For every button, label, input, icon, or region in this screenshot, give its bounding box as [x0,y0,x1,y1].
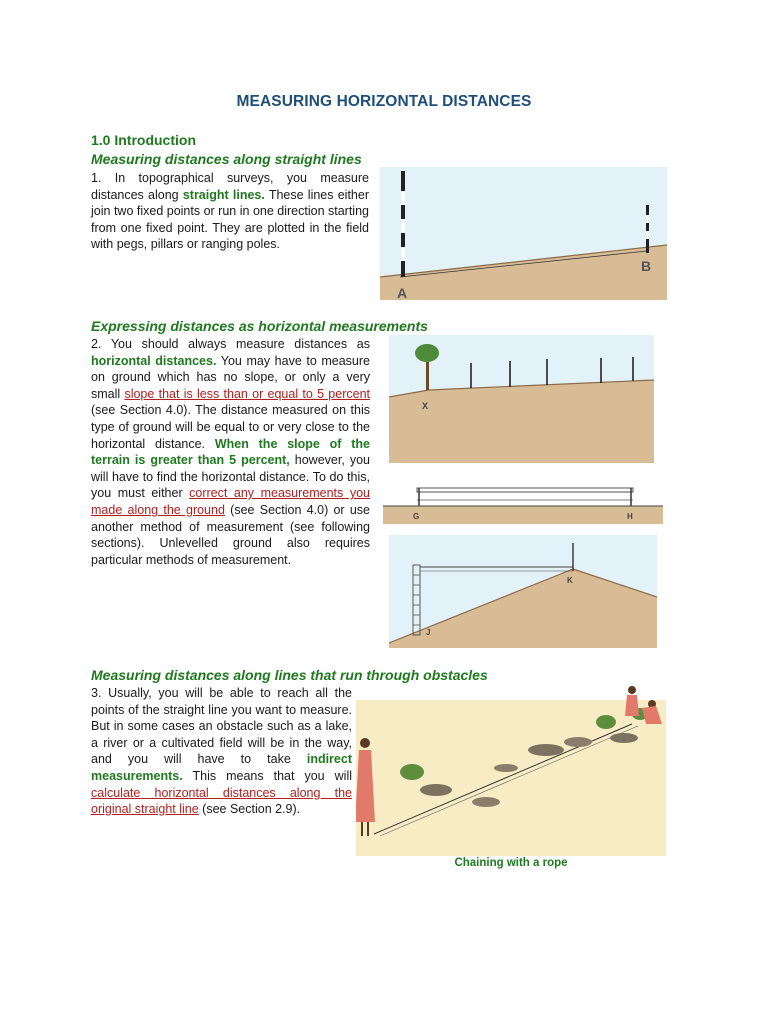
paragraph-1 [91,170,369,253]
figure-ranging-poles [380,167,667,300]
bold-horizontal-distances: horizontal distances. [91,353,217,368]
subheading-straight-lines: Measuring distances along straight lines [91,151,362,167]
paragraph-3 [91,685,352,818]
figure-caption: Chaining with a rope [454,857,568,869]
bold-slope-greater: When the slope of the terrain is greater than 5 percent, [91,436,370,468]
paragraph-2 [91,336,370,568]
section-heading: 1.0 Introduction [91,132,196,148]
paragraph-3-text: 3. Usually, you will be able to reach all the points of the straight line you want to measure. But in some cases an obstacle such as a lake, a river or a cultivated field will be in the way, and you will have to take [91,686,352,767]
label-b: B [641,258,652,274]
link-calculate-distances[interactable]: calculate horizontal distances along the original straight line [91,785,352,817]
link-correct-measurements[interactable]: correct any measurements you made along the ground [91,486,370,517]
bold-indirect-measurements: indirect measurements. [91,752,352,783]
page-title: MEASURING HORIZONTAL DISTANCES [236,93,532,110]
paragraph-2-text-b: You may have to measure on ground which has no slope, or only a very small [91,353,370,401]
label-h: H [627,512,633,521]
figure-slope-poles [389,335,654,463]
paragraph-1-text: 1. In topographical surveys, you measure distances along [91,171,369,202]
figure-hill-measurement [389,535,657,648]
paragraph-3-text-c: (see Section 2.9). [198,802,301,817]
bold-straight-lines: straight lines. [182,187,265,202]
link-slope-5-percent[interactable]: slope that is less than or equal to 5 percent [124,386,370,401]
paragraph-1-text-rest: These lines either join two fixed points or run in one direction starting from one fixed point. They are plotted in the field with pegs, pillars or ranging poles. [91,187,369,252]
figure-chaining-rope [356,684,666,856]
paragraph-2-text-d: however, you will have to find the horizontal distance. To do this, you must either [91,453,370,501]
subheading-obstacles: Measuring distances along lines that run through obstacles [91,667,488,683]
paragraph-2-text-e: (see Section 4.0) or use another method of measurement (see following sections). Unlevelled ground also requires particular methods of measurement. [91,502,370,567]
label-k: K [567,576,573,585]
label-g: G [413,512,420,521]
paragraph-3-text-b: This means that you will [182,768,352,783]
paragraph-2-text: 2. You should always measure distances as [91,337,370,351]
paragraph-2-text-c: (see Section 4.0). The distance measured on this type of ground will be equal to or very close to the horizontal distance. [91,403,370,451]
subheading-horizontal-measurements: Expressing distances as horizontal measurements [91,318,428,334]
label-x: X [422,401,429,411]
label-a: A [397,285,408,300]
figure-level-ground [383,484,663,524]
label-j: J [426,628,431,637]
